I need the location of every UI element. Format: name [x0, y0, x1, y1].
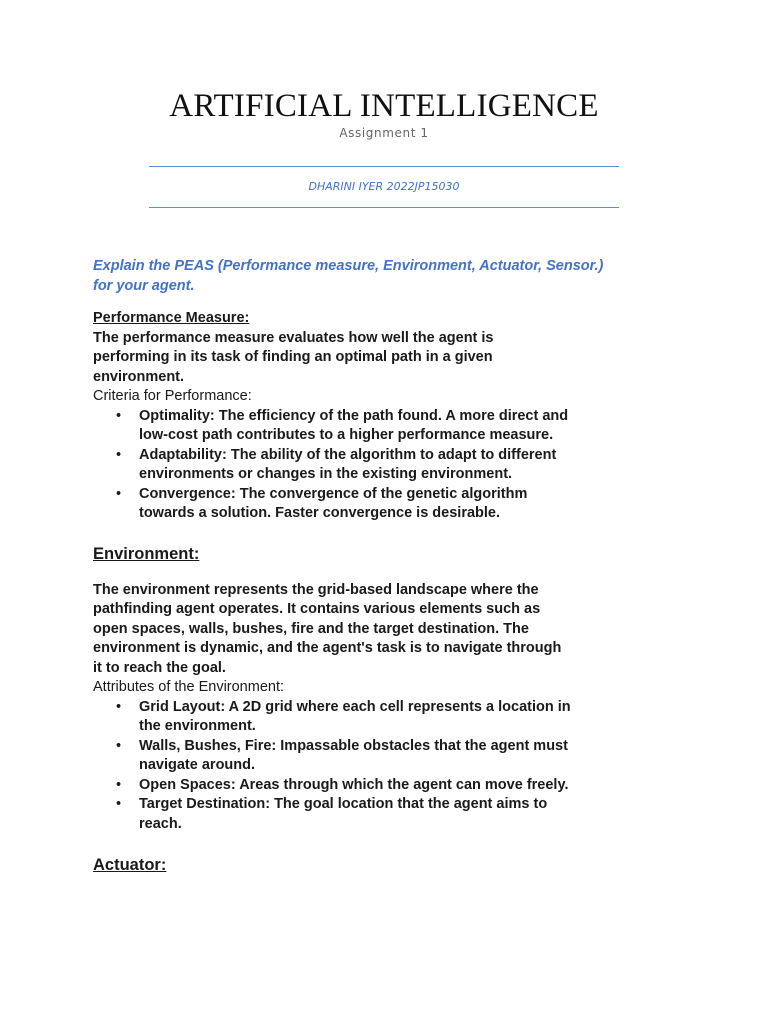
performance-line: The performance measure evaluates how well the agent is: [93, 329, 494, 346]
bullet-icon: •: [116, 737, 122, 754]
document-subtitle: Assignment 1: [339, 126, 429, 140]
list-item: [93, 737, 693, 776]
attributes-label: Attributes of the Environment:: [93, 679, 285, 695]
performance-criteria-list: [93, 407, 693, 524]
list-item-text: Grid Layout: A 2D grid where each cell represents a location in: [139, 698, 571, 715]
list-item-text: Convergence: The convergence of the genetic algorithm: [139, 485, 528, 502]
list-item-text: environments or changes in the existing environment.: [139, 466, 513, 482]
question-line-2: for your agent.: [93, 277, 195, 294]
list-item-text: navigate around.: [139, 757, 256, 773]
list-item-text: reach.: [139, 815, 182, 832]
list-item: [93, 698, 693, 737]
question-line-1: Explain the PEAS (Performance measure, Environment, Actuator, Sensor.): [93, 258, 604, 274]
environment-attributes-list: [93, 698, 693, 835]
list-item: [93, 446, 693, 485]
bullet-icon: •: [116, 446, 122, 463]
performance-line: environment.: [93, 368, 185, 385]
bullet-icon: •: [116, 485, 122, 502]
author-line: DHARINI IYER 2022JP15030: [308, 180, 460, 193]
list-item: [93, 407, 693, 446]
document-title: ARTIFICIAL INTELLIGENCE: [169, 88, 599, 124]
list-item: [93, 485, 693, 524]
environment-line: The environment represents the grid-based landscape where the: [93, 581, 539, 598]
list-item-text: Walls, Bushes, Fire: Impassable obstacles that the agent must: [139, 737, 568, 754]
performance-description: [93, 329, 693, 388]
list-item-text: Target Destination: The goal location that the agent aims to: [139, 796, 548, 812]
environment-line: pathfinding agent operates. It contains various elements such as: [93, 601, 541, 617]
bullet-icon: •: [116, 407, 122, 424]
bullet-icon: •: [116, 698, 122, 715]
document-body: [93, 257, 693, 876]
list-item-text: towards a solution. Faster convergence is desirable.: [139, 505, 501, 521]
environment-line: environment is dynamic, and the agent's task is to navigate through: [93, 640, 562, 656]
environment-heading: Environment:: [93, 544, 200, 563]
bullet-icon: •: [116, 796, 122, 812]
criteria-label: Criteria for Performance:: [93, 388, 252, 404]
performance-heading: Performance Measure:: [93, 310, 250, 326]
performance-line: performing in its task of finding an optimal path in a given: [93, 349, 493, 365]
environment-line: it to reach the goal.: [93, 659, 226, 676]
list-item-text: Open Spaces: Areas through which the agent can move freely.: [139, 776, 569, 793]
question-prompt: [93, 257, 693, 296]
bullet-icon: •: [116, 776, 122, 793]
bottom-divider: [149, 207, 619, 208]
list-item-text: Optimality: The efficiency of the path found. A more direct and: [139, 407, 569, 424]
actuator-heading: Actuator:: [93, 856, 167, 874]
list-item: [93, 776, 693, 796]
environment-description: [93, 581, 693, 679]
environment-line: open spaces, walls, bushes, fire and the target destination. The: [93, 620, 529, 637]
list-item: [93, 795, 693, 834]
list-item-text: the environment.: [139, 718, 256, 734]
list-item-text: low-cost path contributes to a higher performance measure.: [139, 427, 554, 443]
list-item-text: Adaptability: The ability of the algorithm to adapt to different: [139, 446, 557, 463]
top-divider: [149, 166, 619, 167]
